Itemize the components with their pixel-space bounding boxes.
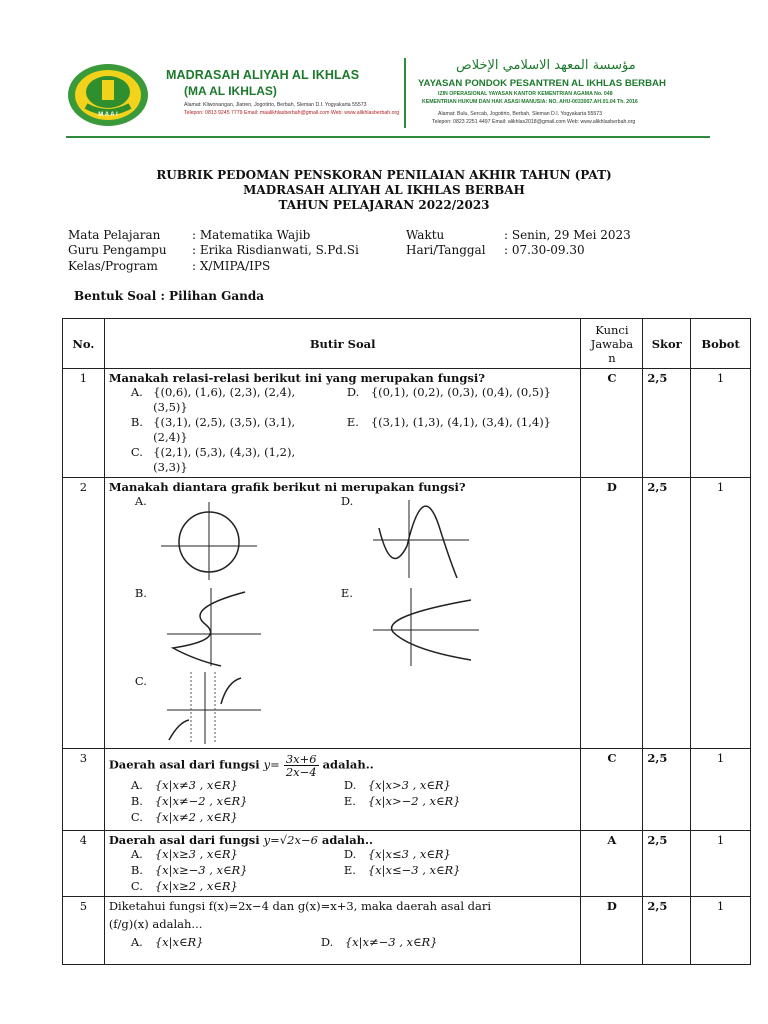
option-a: {(0,6), (1,6), (2,3), (2,4), (3,5)}	[153, 385, 296, 414]
option-e: {x|x>−2 , x∈R}	[367, 794, 461, 808]
answer-key: A	[581, 831, 643, 897]
option-d: {x|x>3 , x∈R}	[367, 778, 451, 792]
school-logo-icon	[66, 62, 150, 128]
info-waktu-label: Waktu	[406, 228, 445, 242]
foundation-address: Alamat: Bulu, Sercab, Jogotirto, Berbah, Sleman D.I. Yogyakarta 55573	[438, 111, 603, 117]
info-kelas: : X/MIPA/IPS	[192, 259, 271, 273]
col-skor: Skor	[643, 319, 691, 369]
info-guru: : Erika Risdianwati, S.Pd.Si	[192, 243, 359, 257]
info-mapel-label: Mata Pelajaran	[68, 228, 161, 242]
option-e: {x|x≤−3 , x∈R}	[367, 863, 461, 877]
rubric-table	[62, 318, 751, 965]
weight: 1	[691, 478, 751, 749]
question-text: Daerah asal dari fungsi	[108, 833, 260, 847]
option-d: {x|x≠−3 , x∈R}	[344, 935, 438, 949]
answer-key: D	[581, 897, 643, 965]
foundation-license: IZIN OPERASIONAL YAYASAN KANTOR KEMENTRIAN AGAMA No. 048	[438, 91, 613, 97]
col-no: No.	[63, 319, 105, 369]
score: 2,5	[643, 897, 691, 965]
question-text: Diketahui fungsi f(x)=2x−4 dan g(x)=x+3, maka daerah asal dari	[108, 899, 492, 913]
option-b: {x|x≠−2 , x∈R}	[154, 794, 248, 808]
option-e: {(3,1), (1,3), (4,1), (3,4), (1,4)}	[370, 415, 551, 429]
info-hari-label: Hari/Tanggal	[406, 243, 486, 257]
option-a: {x|x∈R}	[154, 935, 204, 949]
col-butir: Butir Soal	[104, 319, 581, 369]
table-row: 4 Daerah asal dari fungsi y=√2x−6 adalah.. A. {x|x≥3 , x∈R} D. {x|x≤3 , x∈R} B. {x|x≥−3 , x∈R} E. {x|x≤−3 , x∈R} C. {x|x≥2 , x∈R} A 2,5 1	[63, 831, 751, 897]
col-bobot: Bobot	[691, 319, 751, 369]
info-waktu: : Senin, 29 Mei 2023	[504, 228, 631, 242]
arabic-name: مؤسسة المعهد الاسلامي الإخلاص	[456, 58, 636, 73]
question-text: Manakah relasi-relasi berikut ini yang merupakan fungsi?	[108, 371, 485, 385]
option-a: {x|x≥3 , x∈R}	[154, 847, 238, 861]
info-guru-label: Guru Pengampu	[68, 243, 167, 257]
question-text: Daerah asal dari fungsi	[108, 757, 260, 772]
weight: 1	[691, 897, 751, 965]
graph-d-cubic	[371, 498, 481, 580]
weight: 1	[691, 369, 751, 478]
table-row: 2 Manakah diantara grafik berikut ni merupakan fungsi? A. D. B. E. C. D 2,5 1	[63, 478, 751, 749]
graph-e-parabola	[371, 586, 481, 668]
graph-c-piecewise	[165, 670, 265, 746]
option-c: {x|x≥2 , x∈R}	[154, 879, 238, 893]
foundation-name: YAYASAN PONDOK PESANTREN AL IKHLAS BERBAH	[418, 78, 666, 89]
info-kelas-label: Kelas/Program	[68, 259, 158, 273]
score: 2,5	[643, 831, 691, 897]
question-type: Bentuk Soal : Pilihan Ganda	[74, 289, 265, 303]
weight: 1	[691, 831, 751, 897]
header-rule	[66, 136, 710, 138]
school-short-name: (MA AL IKHLAS)	[184, 84, 277, 98]
weight: 1	[691, 749, 751, 831]
letterhead	[66, 58, 710, 138]
option-a: {x|x≠3 , x∈R}	[154, 778, 238, 792]
foundation-decree: KEMENTRIAN HUKUM DAN HAK ASASI MANUSIA: NO. AHU-0033007.AH.01.04 Th. 2016	[422, 99, 638, 105]
option-b: {(3,1), (2,5), (3,5), (3,1), (2,4)}	[153, 415, 296, 444]
score: 2,5	[643, 369, 691, 478]
answer-key: D	[581, 478, 643, 749]
table-row: 5 Diketahui fungsi f(x)=2x−4 dan g(x)=x+3, maka daerah asal dari (f/g)(x) adalah... A. {x|x∈R} D. {x|x≠−3 , x∈R} D 2,5 1	[63, 897, 751, 965]
option-b: {x|x≥−3 , x∈R}	[154, 863, 248, 877]
graph-b-curve	[165, 586, 265, 668]
option-d: {x|x≤3 , x∈R}	[367, 847, 451, 861]
question-text: Manakah diantara grafik berikut ni merupakan fungsi?	[108, 480, 466, 494]
logo-text: M A A I	[98, 112, 118, 118]
table-row: 1 Manakah relasi-relasi berikut ini yang merupakan fungsi? A. {(0,6), (1,6), (2,3), (2,4), (3,5)} D. {(0,1), (0,2), (0,3), (0,4), (0,5)} B. {(3,1), (2,5), (3,5), (3,1), (2,4)} E. {(3,1), (1,3), (4,1), (3,4), (1,4)} C. {(2,1), (5,3), (4,3), (1,2), (3,3)} C 2,5 1	[63, 369, 751, 478]
doc-title: RUBRIK PEDOMAN PENSKORAN PENILAIAN AKHIR TAHUN (PAT)	[156, 168, 612, 182]
school-name: MADRASAH ALIYAH AL IKHLAS	[166, 68, 360, 82]
foundation-contact: Telepon: 0823 2251 4497 Email: alikhlas2018@gmail.com Web: www.alikhlasberbah.org	[432, 119, 636, 125]
header-divider	[404, 58, 406, 128]
info-hari: : 07.30-09.30	[504, 243, 585, 257]
score: 2,5	[643, 749, 691, 831]
score: 2,5	[643, 478, 691, 749]
option-c: {(2,1), (5,3), (4,3), (1,2), (3,3)}	[153, 445, 296, 474]
option-c: {x|x≠2 , x∈R}	[154, 810, 238, 824]
doc-subtitle: MADRASAH ALIYAH AL IKHLAS BERBAH	[243, 183, 525, 197]
col-kunci: Kunci Jawaba n	[581, 319, 643, 369]
answer-key: C	[581, 369, 643, 478]
info-mapel: : Matematika Wajib	[192, 228, 311, 242]
table-header-row	[63, 319, 751, 369]
option-d: {(0,1), (0,2), (0,3), (0,4), (0,5)}	[370, 385, 551, 399]
graph-a-circle	[159, 500, 269, 582]
answer-key: C	[581, 749, 643, 831]
school-address: Alamat: Kliwonangan, Jlatren, Jogotirto, Berbah, Sleman D.I. Yogyakarta 55573 Telepon: 0813 9245 7779 Email: maalikhlasberbah@gmail.com Web: www.alikhlasberbah.org	[184, 102, 400, 116]
doc-year: TAHUN PELAJARAN 2022/2023	[278, 198, 490, 212]
table-row: 3 Daerah asal dari fungsi y= $\frac{3x+6}{2x-4}$ adalah.. A. {x|x≠3 , x∈R} D. {x|x>3 , x∈R} B. {x|x≠−2 , x∈R} E. {x|x>−2 , x∈R} C. {x|x≠2 , x∈R} C 2,5 1	[63, 749, 751, 831]
